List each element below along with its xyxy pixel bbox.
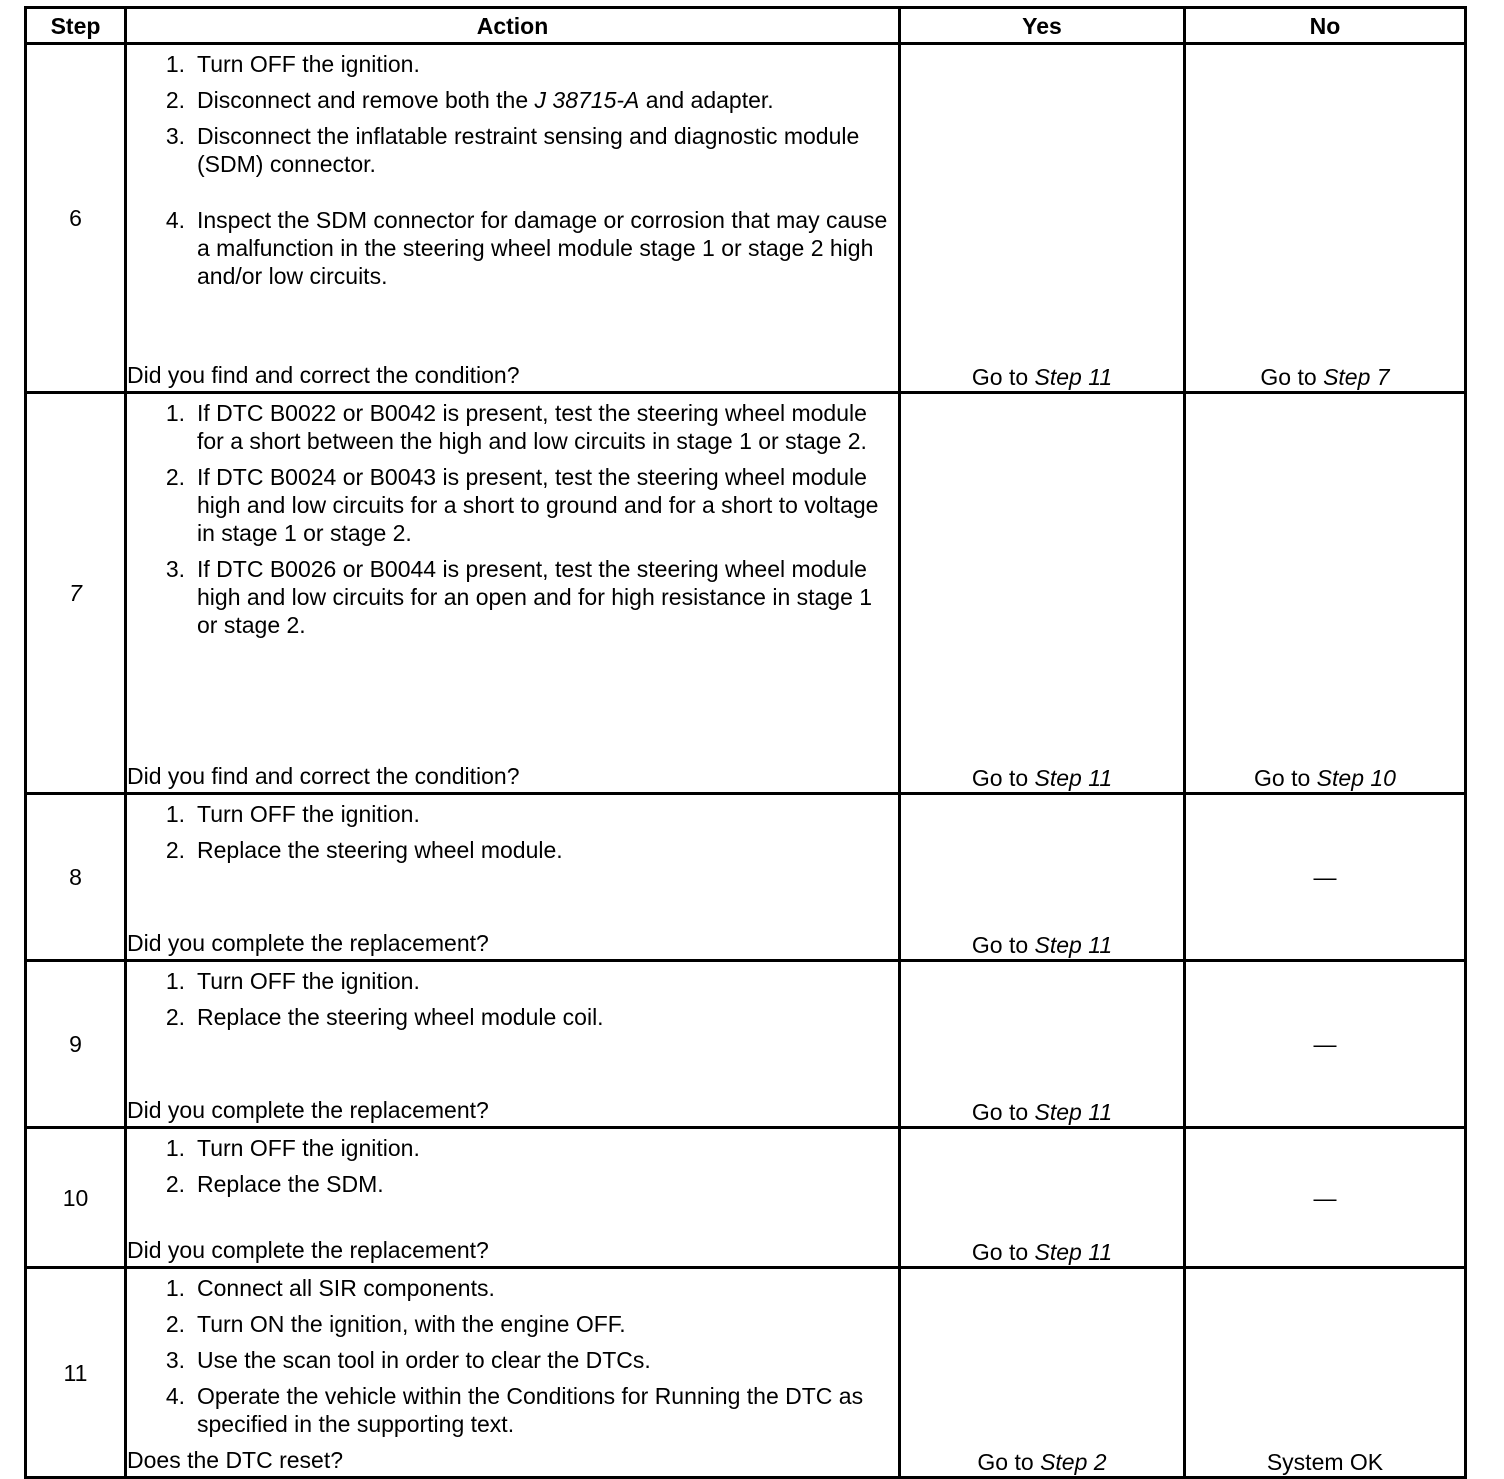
action-item: 4. Operate the vehicle within the Conditions for Running the DTC as specified in the supporting text. [165, 1383, 864, 1437]
header-step: Step [26, 8, 126, 44]
table-row-step-9 [26, 961, 1466, 1128]
action-item: 1. Connect all SIR components. [165, 1275, 495, 1301]
no-cell: Go to Step 10 [1185, 393, 1466, 794]
yes-cell: Go to Step 11 [900, 44, 1185, 393]
diagnostic-table [24, 6, 1467, 1479]
table-row-step-8 [26, 794, 1466, 961]
action-item: 4. Inspect the SDM connector for damage or corrosion that may cause a malfunction in the steering wheel module stage 1 or stage 2 high and/or low circuits. [165, 207, 888, 289]
action-item: 2. Replace the steering wheel module. [165, 837, 563, 863]
yes-step-link[interactable]: Step 2 [1040, 1449, 1107, 1475]
no-cell: — [1185, 1128, 1466, 1268]
no-cell: Go to Step 7 [1185, 44, 1466, 393]
action-cell [126, 393, 900, 794]
action-question: Did you complete the replacement? [127, 1237, 489, 1263]
action-item: 3. Disconnect the inflatable restraint sensing and diagnostic module (SDM) connector. [165, 123, 860, 177]
action-cell [126, 44, 900, 393]
step-number: 11 [26, 1268, 126, 1478]
yes-cell: Go to Step 2 [900, 1268, 1185, 1478]
action-item: 1. Turn OFF the ignition. [165, 968, 420, 994]
action-question: Did you complete the replacement? [127, 930, 489, 956]
step-number: 6 [26, 44, 126, 393]
action-question: Did you find and correct the condition? [127, 362, 520, 388]
table-row-step-11 [26, 1268, 1466, 1478]
action-item: 1. Turn OFF the ignition. [165, 51, 420, 77]
header-yes: Yes [900, 8, 1185, 44]
action-item: 3. Use the scan tool in order to clear the DTCs. [165, 1347, 651, 1373]
step-number: 8 [26, 794, 126, 961]
yes-step-link[interactable]: Step 11 [1034, 364, 1113, 390]
action-item: 2. Turn ON the ignition, with the engine OFF. [165, 1311, 626, 1337]
header-no: No [1185, 8, 1466, 44]
no-cell: System OK [1185, 1268, 1466, 1478]
action-item: 2. Replace the steering wheel module coil. [165, 1004, 604, 1030]
action-item: 1. Turn OFF the ignition. [165, 801, 420, 827]
no-cell: — [1185, 961, 1466, 1128]
action-item: 3. If DTC B0026 or B0044 is present, test the steering wheel module high and low circuits for an open and for high resistance in stage 1 or stage 2. [165, 556, 873, 638]
yes-step-link[interactable]: Step 11 [1034, 1239, 1113, 1265]
table-row-step-7 [26, 393, 1466, 794]
yes-step-link[interactable]: Step 11 [1034, 1099, 1113, 1125]
tool-reference: J 38715-A [534, 87, 640, 113]
action-cell [126, 1128, 900, 1268]
yes-cell: Go to Step 11 [900, 961, 1185, 1128]
yes-step-link[interactable]: Step 11 [1034, 765, 1113, 791]
yes-cell: Go to Step 11 [900, 794, 1185, 961]
yes-step-link[interactable]: Step 11 [1034, 932, 1113, 958]
action-cell [126, 1268, 900, 1478]
yes-cell: Go to Step 11 [900, 1128, 1185, 1268]
header-row [26, 8, 1466, 44]
action-cell [126, 961, 900, 1128]
action-item: 2. Replace the SDM. [165, 1171, 384, 1197]
action-cell [126, 794, 900, 961]
action-question: Did you find and correct the condition? [127, 763, 520, 789]
action-item: 1. If DTC B0022 or B0042 is present, test the steering wheel module for a short between the high and low circuits in stage 1 or stage 2. [165, 400, 867, 454]
no-step-link[interactable]: Step 7 [1323, 364, 1390, 390]
table-row-step-10 [26, 1128, 1466, 1268]
header-action: Action [126, 8, 900, 44]
action-item: 1. Turn OFF the ignition. [165, 1135, 420, 1161]
no-cell: — [1185, 794, 1466, 961]
no-step-link[interactable]: Step 10 [1316, 765, 1396, 791]
action-question: Does the DTC reset? [127, 1447, 344, 1473]
yes-cell: Go to Step 11 [900, 393, 1185, 794]
action-item: 2. If DTC B0024 or B0043 is present, test the steering wheel module high and low circuits for a short to ground and for a short to voltage in stage 1 or stage 2. [165, 464, 879, 546]
action-item: 2. Disconnect and remove both the J 38715-A and adapter. [165, 87, 774, 113]
step-number: 9 [26, 961, 126, 1128]
step-number: 10 [26, 1128, 126, 1268]
action-question: Did you complete the replacement? [127, 1097, 489, 1123]
table-row-step-6 [26, 44, 1466, 393]
step-number: 7 [26, 393, 126, 794]
